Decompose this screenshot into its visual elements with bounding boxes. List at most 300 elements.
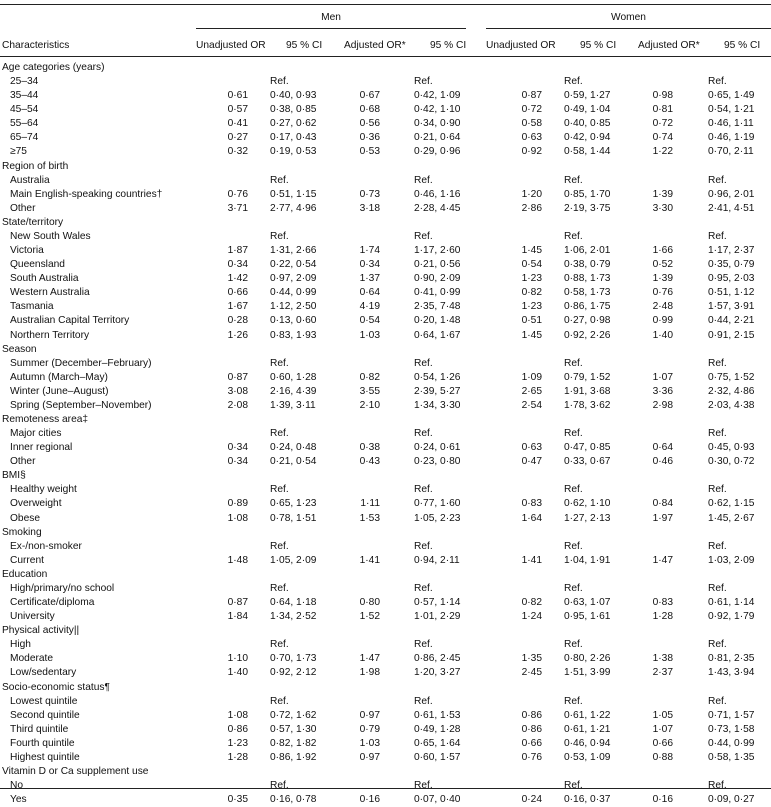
top-rule (0, 4, 771, 5)
table-row (0, 300, 771, 314)
cell-men-unadjusted-or: 3·71 (227, 202, 248, 214)
table-row (0, 131, 771, 145)
cell-men-unadjusted-ci: Ref. (270, 484, 289, 496)
cell-women-adjusted-ci: 0·96, 2·01 (708, 188, 755, 200)
row-label: Yes (10, 794, 27, 806)
cell-men-adjusted-or: 1·98 (359, 667, 380, 679)
cell-women-unadjusted-or: 0·87 (521, 90, 542, 102)
cell-men-unadjusted-ci: 0·51, 1·15 (270, 188, 317, 200)
row-label: 35–44 (10, 90, 39, 102)
cell-women-adjusted-or: 0·76 (652, 287, 673, 299)
group-men: Men (321, 12, 341, 23)
cell-women-unadjusted-or: 0·24 (521, 794, 542, 806)
cell-women-adjusted-ci: 0·91, 2·15 (708, 329, 755, 341)
cell-women-adjusted-ci: 0·92, 1·79 (708, 611, 755, 623)
cell-men-adjusted-or: 1·52 (359, 611, 380, 623)
cell-women-unadjusted-ci: Ref. (564, 230, 583, 242)
cell-women-unadjusted-or: 1·09 (521, 371, 542, 383)
cell-men-unadjusted-or: 1·48 (227, 554, 248, 566)
cell-men-adjusted-ci: 0·94, 2·11 (414, 554, 460, 566)
table-row (0, 427, 771, 441)
cell-men-adjusted-or: 0·82 (359, 371, 380, 383)
cell-women-adjusted-ci: 0·70, 2·11 (708, 146, 754, 158)
cell-women-adjusted-ci: 0·44, 2·21 (708, 315, 755, 327)
cell-women-adjusted-or: 0·83 (652, 597, 673, 609)
cell-men-adjusted-or: 0·64 (359, 287, 380, 299)
cell-women-unadjusted-ci: Ref. (564, 484, 583, 496)
cell-women-unadjusted-or: 0·66 (521, 737, 542, 749)
cell-women-adjusted-ci: 1·43, 3·94 (708, 667, 755, 679)
row-label: New South Wales (10, 230, 91, 242)
cell-women-unadjusted-ci: 0·53, 1·09 (564, 751, 611, 763)
row-label: Summer (December–February) (10, 357, 152, 369)
cell-men-adjusted-ci: 2·35, 7·48 (414, 301, 461, 313)
cell-men-unadjusted-ci: 0·72, 1·62 (270, 709, 317, 721)
cell-men-adjusted-ci: 0·49, 1·28 (414, 723, 461, 735)
cell-women-unadjusted-or: 0·51 (521, 315, 542, 327)
cell-women-unadjusted-ci: 0·42, 0·94 (564, 132, 611, 144)
table-row (0, 117, 771, 131)
category-row (0, 568, 771, 582)
cell-women-adjusted-ci: 0·30, 0·72 (708, 456, 755, 468)
header-women-unadjusted-or: Unadjusted OR (486, 40, 556, 51)
category-row (0, 61, 771, 75)
cell-women-adjusted-or: 1·05 (652, 709, 673, 721)
cell-men-adjusted-ci: 1·01, 2·29 (414, 611, 461, 623)
cell-men-unadjusted-ci: 0·24, 0·48 (270, 442, 317, 454)
cell-women-adjusted-or: 1·28 (652, 611, 673, 623)
cell-men-unadjusted-ci: 0·22, 0·54 (270, 259, 317, 271)
cell-women-adjusted-or: 0·81 (652, 104, 673, 116)
row-label: Major cities (10, 428, 62, 440)
cell-women-unadjusted-or: 1·35 (521, 653, 542, 665)
cell-women-unadjusted-or: 0·83 (521, 498, 542, 510)
cell-men-adjusted-ci: 0·54, 1·26 (414, 371, 461, 383)
cell-women-adjusted-or: 0·72 (652, 118, 673, 130)
table-row (0, 89, 771, 103)
cell-men-unadjusted-ci: 0·64, 1·18 (270, 597, 317, 609)
cell-women-adjusted-or: 2·37 (652, 667, 673, 679)
cell-women-adjusted-ci: Ref. (708, 540, 727, 552)
cell-men-unadjusted-or: 1·28 (227, 751, 248, 763)
cell-women-adjusted-or: 1·97 (652, 512, 673, 524)
table-row (0, 723, 771, 737)
cell-women-unadjusted-or: 2·54 (521, 399, 542, 411)
cell-women-unadjusted-or: 0·47 (521, 456, 542, 468)
cell-women-unadjusted-or: 0·58 (521, 118, 542, 130)
cell-men-unadjusted-or: 0·87 (227, 371, 248, 383)
row-label: Tasmania (10, 301, 54, 313)
cell-women-unadjusted-ci: 1·78, 3·62 (564, 399, 611, 411)
cell-women-unadjusted-ci: 0·27, 0·98 (564, 315, 611, 327)
cell-men-unadjusted-ci: 0·27, 0·62 (270, 118, 317, 130)
cell-men-unadjusted-ci: 1·39, 3·11 (270, 399, 316, 411)
cell-women-unadjusted-or: 0·63 (521, 132, 542, 144)
row-label: High (10, 639, 31, 651)
table-row (0, 483, 771, 497)
row-label: 25–34 (10, 76, 39, 88)
cell-men-unadjusted-ci: 2·77, 4·96 (270, 202, 317, 214)
cell-women-unadjusted-or: 0·54 (521, 259, 542, 271)
row-label: University (10, 611, 55, 623)
row-label: 55–64 (10, 118, 39, 130)
cell-men-unadjusted-or: 0·76 (227, 188, 248, 200)
cell-women-unadjusted-ci: 0·86, 1·75 (564, 301, 611, 313)
cell-women-adjusted-ci: 0·75, 1·52 (708, 371, 755, 383)
cell-women-unadjusted-or: 1·23 (521, 301, 542, 313)
cell-men-adjusted-ci: 0·34, 0·90 (414, 118, 461, 130)
cell-men-unadjusted-or: 0·34 (227, 442, 248, 454)
cell-women-unadjusted-ci: 0·47, 0·85 (564, 442, 611, 454)
cell-men-unadjusted-ci: 0·17, 0·43 (270, 132, 317, 144)
cell-women-adjusted-or: 1·40 (652, 329, 673, 341)
cell-men-unadjusted-ci: Ref. (270, 357, 289, 369)
cell-women-unadjusted-ci: 0·79, 1·52 (564, 371, 611, 383)
cell-women-adjusted-ci: 0·58, 1·35 (708, 751, 755, 763)
cell-men-unadjusted-or: 0·61 (227, 90, 248, 102)
cell-women-adjusted-or: 0·64 (652, 442, 673, 454)
row-label: Australia (10, 174, 50, 186)
table-row (0, 793, 771, 807)
cell-women-unadjusted-ci: 0·63, 1·07 (564, 597, 611, 609)
cell-women-adjusted-or: 0·46 (652, 456, 673, 468)
cell-men-unadjusted-or: 1·08 (227, 512, 248, 524)
cell-men-adjusted-or: 1·41 (359, 554, 380, 566)
cell-men-adjusted-ci: Ref. (414, 695, 433, 707)
bottom-rule (0, 788, 771, 789)
cell-men-unadjusted-ci: 0·44, 0·99 (270, 287, 317, 299)
row-label: Other (10, 202, 36, 214)
cell-women-unadjusted-or: 0·76 (521, 751, 542, 763)
cell-women-unadjusted-or: 0·82 (521, 287, 542, 299)
cell-women-adjusted-ci: 0·09, 0·27 (708, 794, 755, 806)
cell-women-unadjusted-or: 0·86 (521, 709, 542, 721)
category-label: Smoking (2, 526, 42, 538)
cell-men-adjusted-ci: 0·23, 0·80 (414, 456, 461, 468)
cell-women-adjusted-ci: Ref. (708, 780, 727, 792)
cell-women-unadjusted-or: 0·92 (521, 146, 542, 158)
cell-men-adjusted-ci: 0·41, 0·99 (414, 287, 461, 299)
category-label: Education (2, 568, 48, 580)
cell-men-adjusted-ci: 0·64, 1·67 (414, 329, 461, 341)
cell-men-adjusted-ci: Ref. (414, 639, 433, 651)
cell-men-adjusted-ci: Ref. (414, 484, 433, 496)
cell-men-adjusted-or: 1·47 (359, 653, 380, 665)
cell-men-adjusted-ci: 0·65, 1·64 (414, 737, 461, 749)
cell-women-unadjusted-or: 1·64 (521, 512, 542, 524)
cell-men-unadjusted-or: 1·26 (227, 329, 248, 341)
cell-men-adjusted-ci: Ref. (414, 540, 433, 552)
cell-women-unadjusted-ci: 0·88, 1·73 (564, 273, 611, 285)
table-row (0, 695, 771, 709)
cell-men-unadjusted-or: 0·34 (227, 456, 248, 468)
row-label: Third quintile (10, 723, 69, 735)
cell-women-adjusted-or: 1·39 (652, 188, 673, 200)
cell-women-adjusted-ci: 2·41, 4·51 (708, 202, 755, 214)
table-row (0, 357, 771, 371)
row-label: Healthy weight (10, 484, 77, 496)
cell-men-unadjusted-ci: 0·19, 0·53 (270, 146, 317, 158)
cell-women-adjusted-or: 2·48 (652, 301, 673, 313)
table-row (0, 188, 771, 202)
table-row (0, 582, 771, 596)
cell-men-adjusted-ci: 0·29, 0·96 (414, 146, 461, 158)
cell-men-adjusted-or: 0·16 (359, 794, 380, 806)
cell-men-unadjusted-or: 0·35 (227, 794, 248, 806)
category-row (0, 765, 771, 779)
cell-women-unadjusted-ci: Ref. (564, 76, 583, 88)
row-label: ≥75 (10, 146, 27, 158)
cell-women-adjusted-or: 1·38 (652, 653, 673, 665)
cell-women-unadjusted-or: 1·45 (521, 329, 542, 341)
cell-men-unadjusted-or: 0·27 (227, 132, 248, 144)
cell-men-unadjusted-or: 0·32 (227, 146, 248, 158)
cell-women-unadjusted-ci: 1·27, 2·13 (564, 512, 611, 524)
table-row (0, 272, 771, 286)
cell-men-adjusted-ci: 1·17, 2·60 (414, 245, 461, 257)
cell-women-unadjusted-ci: 2·19, 3·75 (564, 202, 611, 214)
header-men-ci: 95 % CI (286, 40, 323, 51)
cell-men-unadjusted-ci: 0·16, 0·78 (270, 794, 317, 806)
cell-women-adjusted-or: 0·99 (652, 315, 673, 327)
cell-men-adjusted-or: 1·74 (359, 245, 380, 257)
row-label: Northern Territory (10, 329, 90, 341)
cell-women-unadjusted-or: 0·63 (521, 442, 542, 454)
cell-men-adjusted-ci: 0·21, 0·56 (414, 259, 461, 271)
cell-men-adjusted-ci: 1·05, 2·23 (414, 512, 461, 524)
cell-men-adjusted-or: 0·43 (359, 456, 380, 468)
cell-men-adjusted-ci: Ref. (414, 582, 433, 594)
row-label: Low/sedentary (10, 667, 77, 679)
cell-women-adjusted-ci: 0·62, 1·15 (708, 498, 755, 510)
cell-men-unadjusted-ci: 1·12, 2·50 (270, 301, 317, 313)
cell-women-adjusted-or: 0·52 (652, 259, 673, 271)
cell-men-adjusted-ci: 0·57, 1·14 (414, 597, 461, 609)
cell-women-unadjusted-or: 1·20 (521, 188, 542, 200)
header-rule (0, 56, 771, 57)
cell-women-adjusted-ci: Ref. (708, 695, 727, 707)
cell-women-unadjusted-ci: 0·16, 0·37 (564, 794, 611, 806)
cell-men-adjusted-or: 0·54 (359, 315, 380, 327)
cell-women-unadjusted-ci: 0·38, 0·79 (564, 259, 611, 271)
cell-women-adjusted-or: 1·47 (652, 554, 673, 566)
cell-men-unadjusted-ci: 0·57, 1·30 (270, 723, 317, 735)
cell-women-unadjusted-ci: Ref. (564, 174, 583, 186)
cell-men-unadjusted-ci: 0·21, 0·54 (270, 456, 317, 468)
cell-men-unadjusted-ci: Ref. (270, 540, 289, 552)
row-label: Overweight (10, 498, 62, 510)
cell-men-adjusted-ci: Ref. (414, 76, 433, 88)
cell-women-adjusted-or: 0·16 (652, 794, 673, 806)
header-men-unadjusted-or: Unadjusted OR (196, 40, 266, 51)
category-row (0, 681, 771, 695)
row-label: 45–54 (10, 104, 39, 116)
table-row (0, 652, 771, 666)
category-row (0, 624, 771, 638)
cell-men-adjusted-ci: 0·42, 1·10 (414, 104, 461, 116)
table-row (0, 202, 771, 216)
group-women: Women (611, 12, 646, 23)
cell-women-unadjusted-ci: Ref. (564, 639, 583, 651)
cell-men-unadjusted-or: 1·42 (227, 273, 248, 285)
cell-women-adjusted-or: 0·84 (652, 498, 673, 510)
cell-men-unadjusted-or: 0·89 (227, 498, 248, 510)
row-label: Australian Capital Territory (10, 315, 130, 327)
cell-men-unadjusted-or: 1·87 (227, 245, 248, 257)
header-women-adjusted-or: Adjusted OR* (638, 40, 700, 51)
cell-women-adjusted-ci: 0·51, 1·12 (708, 287, 755, 299)
table-row (0, 610, 771, 624)
table-row (0, 540, 771, 554)
category-label: State/territory (2, 216, 64, 228)
cell-women-adjusted-or: 3·30 (652, 202, 673, 214)
table-row (0, 329, 771, 343)
cell-men-unadjusted-or: 0·34 (227, 259, 248, 271)
cell-men-adjusted-ci: 0·07, 0·40 (414, 794, 461, 806)
cell-men-adjusted-or: 1·03 (359, 329, 380, 341)
cell-men-unadjusted-ci: 1·34, 2·52 (270, 611, 317, 623)
cell-men-unadjusted-ci: 0·92, 2·12 (270, 667, 317, 679)
cell-women-unadjusted-ci: 0·40, 0·85 (564, 118, 611, 130)
table-row (0, 385, 771, 399)
cell-men-adjusted-ci: 1·20, 3·27 (414, 667, 461, 679)
table-row (0, 286, 771, 300)
table-row (0, 75, 771, 89)
cell-women-adjusted-ci: 1·03, 2·09 (708, 554, 755, 566)
category-row (0, 413, 771, 427)
cell-men-unadjusted-ci: 0·40, 0·93 (270, 90, 317, 102)
cell-men-unadjusted-ci: Ref. (270, 582, 289, 594)
cell-men-adjusted-or: 0·97 (359, 709, 380, 721)
cell-men-unadjusted-ci: 0·86, 1·92 (270, 751, 317, 763)
cell-men-unadjusted-or: 0·66 (227, 287, 248, 299)
cell-women-unadjusted-ci: 1·51, 3·99 (564, 667, 611, 679)
cell-women-unadjusted-ci: 0·33, 0·67 (564, 456, 611, 468)
cell-women-adjusted-ci: 1·57, 3·91 (708, 301, 755, 313)
header-men-adjusted-ci: 95 % CI (430, 40, 467, 51)
table-row (0, 174, 771, 188)
cell-men-unadjusted-ci: Ref. (270, 174, 289, 186)
cell-women-unadjusted-or: 1·24 (521, 611, 542, 623)
cell-women-unadjusted-ci: Ref. (564, 582, 583, 594)
cell-women-adjusted-ci: 0·81, 2·35 (708, 653, 755, 665)
category-row (0, 343, 771, 357)
cell-women-unadjusted-ci: 0·46, 0·94 (564, 737, 611, 749)
row-label: Moderate (10, 653, 54, 665)
cell-women-unadjusted-ci: Ref. (564, 695, 583, 707)
cell-women-adjusted-ci: 0·46, 1·19 (708, 132, 755, 144)
cell-women-unadjusted-ci: 0·59, 1·27 (564, 90, 611, 102)
cell-men-adjusted-or: 0·68 (359, 104, 380, 116)
cell-men-unadjusted-or: 0·41 (227, 118, 248, 130)
table-row (0, 145, 771, 159)
cell-men-adjusted-or: 1·03 (359, 737, 380, 749)
cell-men-adjusted-ci: 0·46, 1·16 (414, 188, 461, 200)
row-label: High/primary/no school (10, 582, 115, 594)
table-row (0, 638, 771, 652)
cell-men-unadjusted-or: 1·10 (227, 653, 248, 665)
category-row (0, 216, 771, 230)
table-row (0, 244, 771, 258)
cell-men-unadjusted-ci: 2·16, 4·39 (270, 385, 317, 397)
cell-women-unadjusted-or: 1·41 (521, 554, 542, 566)
row-label: Lowest quintile (10, 695, 78, 707)
row-label: Main English-speaking countries† (10, 188, 163, 200)
cell-men-unadjusted-or: 0·57 (227, 104, 248, 116)
cell-women-unadjusted-ci: Ref. (564, 540, 583, 552)
row-label: No (10, 780, 24, 792)
table-row (0, 103, 771, 117)
cell-women-adjusted-or: 2·98 (652, 399, 673, 411)
cell-women-adjusted-or: 0·88 (652, 751, 673, 763)
category-label: Vitamin D or Ca supplement use (2, 766, 149, 777)
cell-men-unadjusted-ci: Ref. (270, 428, 289, 440)
cell-men-adjusted-ci: Ref. (414, 428, 433, 440)
cell-women-adjusted-or: 0·74 (652, 132, 673, 144)
cell-women-adjusted-ci: 0·35, 0·79 (708, 259, 755, 271)
header-women-adjusted-ci: 95 % CI (724, 40, 761, 51)
men-rule (196, 28, 466, 29)
cell-women-adjusted-ci: Ref. (708, 357, 727, 369)
cell-men-unadjusted-or: 3·08 (227, 385, 248, 397)
cell-men-unadjusted-ci: 0·60, 1·28 (270, 371, 317, 383)
category-label: BMI§ (2, 470, 26, 482)
category-label: Season (2, 343, 37, 355)
cell-men-unadjusted-or: 1·08 (227, 709, 248, 721)
cell-women-adjusted-ci: Ref. (708, 484, 727, 496)
cell-women-unadjusted-ci: 0·80, 2·26 (564, 653, 611, 665)
table-row (0, 512, 771, 526)
cell-men-adjusted-ci: 0·60, 1·57 (414, 751, 461, 763)
row-label: Second quintile (10, 709, 80, 721)
table-row (0, 737, 771, 751)
row-label: 65–74 (10, 132, 39, 144)
cell-men-adjusted-ci: 0·21, 0·64 (414, 132, 461, 144)
cell-women-unadjusted-or: 1·45 (521, 245, 542, 257)
cell-men-unadjusted-ci: 1·31, 2·66 (270, 245, 317, 257)
cell-men-adjusted-ci: 2·28, 4·45 (414, 202, 461, 214)
cell-men-unadjusted-or: 0·87 (227, 597, 248, 609)
cell-men-adjusted-ci: Ref. (414, 174, 433, 186)
cell-men-unadjusted-ci: Ref. (270, 230, 289, 242)
cell-women-adjusted-ci: 0·61, 1·14 (708, 597, 755, 609)
cell-men-unadjusted-or: 2·08 (227, 399, 248, 411)
table-row (0, 258, 771, 272)
cell-men-unadjusted-ci: 0·38, 0·85 (270, 104, 317, 116)
cell-women-adjusted-ci: Ref. (708, 582, 727, 594)
cell-women-unadjusted-ci: 1·06, 2·01 (564, 245, 611, 257)
cell-women-adjusted-ci: 2·32, 4·86 (708, 385, 755, 397)
cell-men-adjusted-or: 0·67 (359, 90, 380, 102)
cell-men-adjusted-or: 2·10 (359, 399, 380, 411)
cell-women-adjusted-ci: 1·17, 2·37 (708, 245, 755, 257)
cell-men-unadjusted-ci: Ref. (270, 76, 289, 88)
table-row (0, 399, 771, 413)
cell-men-adjusted-ci: 0·86, 2·45 (414, 653, 461, 665)
cell-men-adjusted-ci: 0·20, 1·48 (414, 315, 461, 327)
cell-women-adjusted-ci: Ref. (708, 230, 727, 242)
cell-men-adjusted-or: 0·56 (359, 118, 380, 130)
row-label: Certificate/diploma (10, 597, 95, 609)
header-women-ci: 95 % CI (580, 40, 617, 51)
table-row (0, 371, 771, 385)
category-row (0, 526, 771, 540)
cell-women-unadjusted-ci: 0·49, 1·04 (564, 104, 611, 116)
cell-women-adjusted-or: 0·66 (652, 737, 673, 749)
cell-men-adjusted-or: 3·18 (359, 202, 380, 214)
table-row (0, 779, 771, 793)
cell-men-adjusted-ci: Ref. (414, 357, 433, 369)
